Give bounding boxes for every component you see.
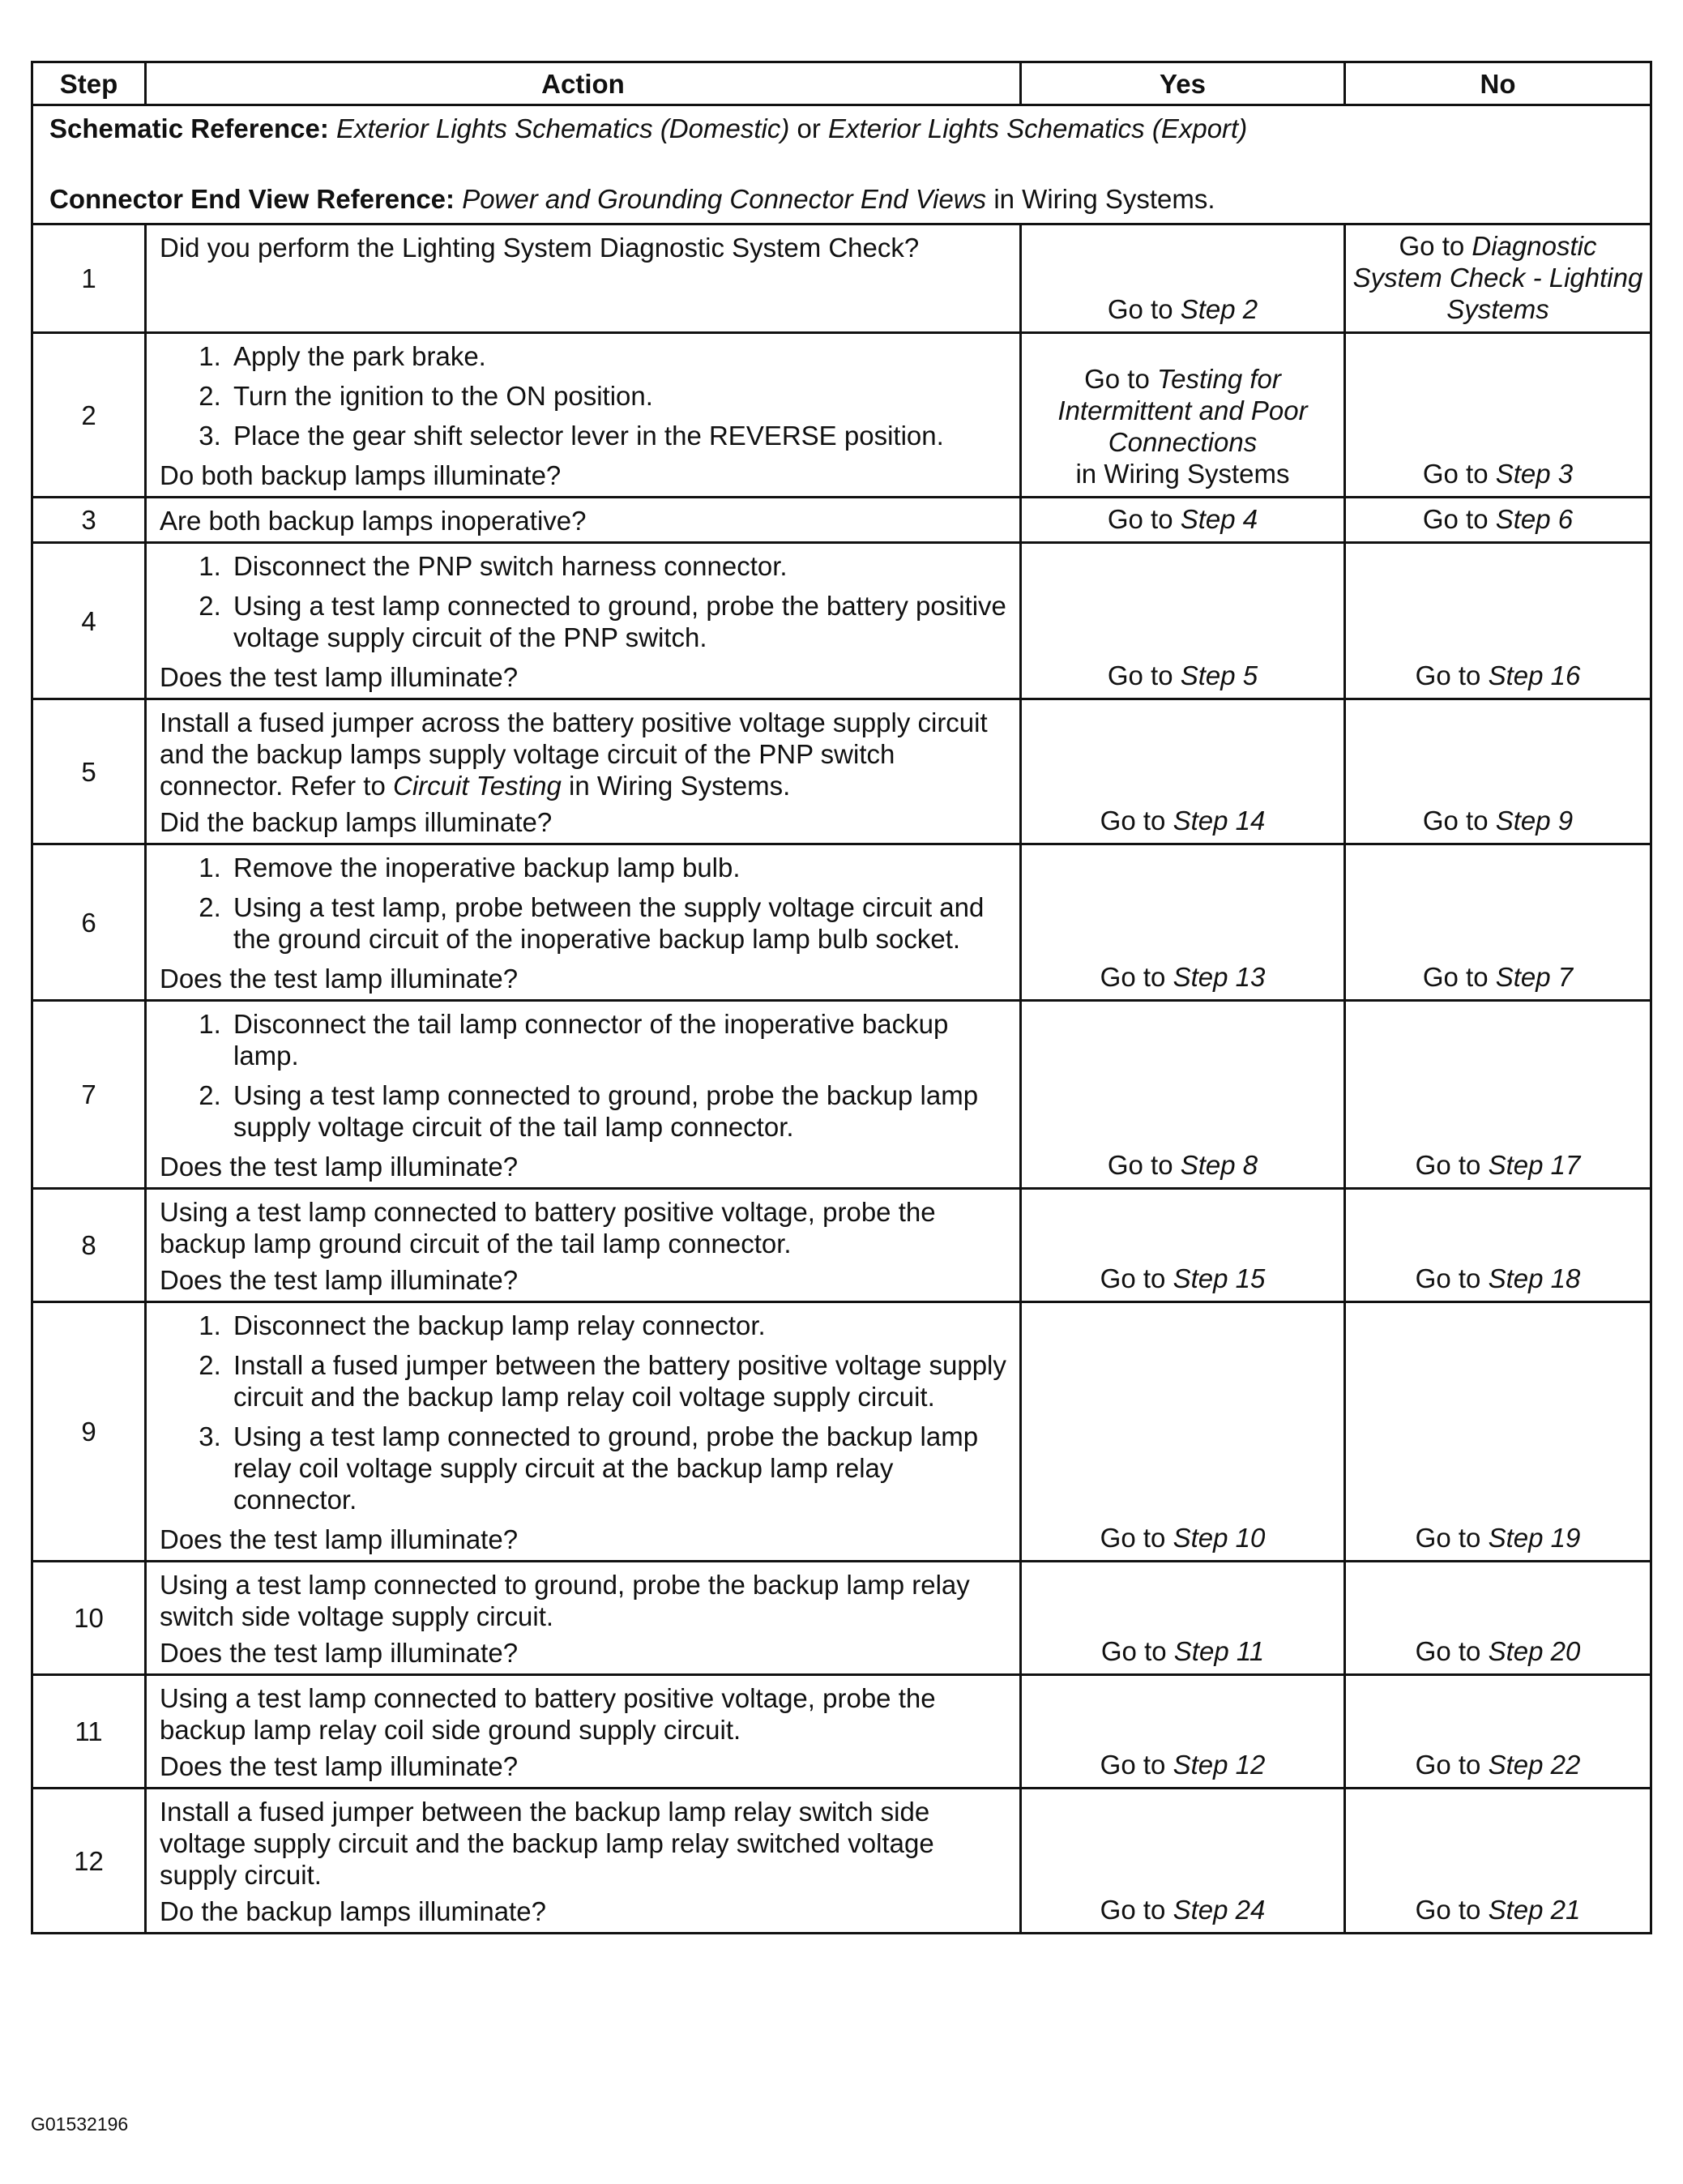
yes-cell	[1021, 543, 1345, 699]
step-row	[32, 1789, 1651, 1934]
action-question: Does the test lamp illuminate?	[160, 1152, 519, 1182]
step-number: 4	[32, 543, 146, 699]
action-step-item: 2. Using a test lamp connected to ground, probe the backup lamp supply voltage circuit of the tail lamp connector.	[229, 1079, 1006, 1143]
action-cell	[146, 543, 1021, 699]
action-cell	[146, 224, 1021, 333]
schematic-or: or	[797, 113, 821, 143]
no-step-link: Step 19	[1488, 1523, 1581, 1553]
yes-go-to: Go to	[1084, 364, 1150, 394]
step-number: 11	[32, 1675, 146, 1789]
yes-target-suffix: in Wiring Systems	[1075, 459, 1290, 489]
step-row	[32, 1562, 1651, 1675]
yes-go-to: Go to	[1100, 1263, 1166, 1293]
action-cell	[146, 498, 1021, 543]
yes-step-link: Step 2	[1180, 294, 1258, 324]
no-go-to: Go to	[1422, 962, 1489, 992]
yes-step-link: Step 14	[1173, 806, 1266, 836]
step-row	[32, 844, 1651, 1001]
step-number: 3	[32, 498, 146, 543]
action-steps-list	[160, 852, 1006, 955]
yes-go-to: Go to	[1100, 1895, 1166, 1925]
action-instruction-suffix: in Wiring Systems.	[569, 771, 791, 801]
action-cell	[146, 1302, 1021, 1562]
header-yes: Yes	[1021, 62, 1345, 105]
schematic-reference	[49, 113, 1634, 144]
step-number: 8	[32, 1189, 146, 1302]
step-number: 9	[32, 1302, 146, 1562]
action-cell	[146, 333, 1021, 498]
action-step-item: 1. Disconnect the backup lamp relay connector.	[229, 1310, 1006, 1341]
no-go-to: Go to	[1415, 1895, 1481, 1925]
no-cell	[1345, 543, 1651, 699]
yes-step-link: Step 5	[1180, 660, 1258, 690]
step-row	[32, 699, 1651, 844]
step-number: 12	[32, 1789, 146, 1934]
action-instruction-text: Install a fused jumper across the battery positive voltage supply circuit and the backup lamps supply voltage circuit of the PNP switch connector. Refer to	[160, 707, 988, 801]
no-step-link: Step 20	[1488, 1636, 1581, 1666]
action-step-item: 2. Using a test lamp, probe between the supply voltage circuit and the ground circuit of the inoperative backup lamp bulb socket.	[229, 891, 1006, 955]
action-instruction: Install a fused jumper between the backup lamp relay switch side voltage supply circuit and the backup lamp relay switched voltage supply circuit.	[160, 1797, 934, 1890]
action-instruction: Using a test lamp connected to battery positive voltage, probe the backup lamp relay coil side ground supply circuit.	[160, 1683, 936, 1745]
action-steps-list	[160, 1008, 1006, 1143]
step-row	[32, 224, 1651, 333]
step-row	[32, 1001, 1651, 1189]
no-step-link: Step 22	[1488, 1750, 1581, 1780]
action-question: Does the test lamp illuminate?	[160, 1524, 519, 1554]
yes-step-link: Step 10	[1173, 1523, 1266, 1553]
no-step-link: Step 18	[1488, 1263, 1581, 1293]
action-question: Do both backup lamps illuminate?	[160, 460, 562, 490]
no-step-link: Step 7	[1495, 962, 1574, 992]
step-number: 2	[32, 333, 146, 498]
yes-go-to: Go to	[1100, 1523, 1166, 1553]
step-number: 5	[32, 699, 146, 844]
yes-go-to: Go to	[1107, 294, 1173, 324]
no-cell	[1345, 1189, 1651, 1302]
yes-cell	[1021, 1001, 1345, 1189]
no-cell	[1345, 699, 1651, 844]
yes-go-to: Go to	[1100, 1636, 1167, 1666]
action-steps-list	[160, 550, 1006, 653]
no-cell	[1345, 1675, 1651, 1789]
yes-cell	[1021, 1562, 1345, 1675]
action-step-item: 2. Turn the ignition to the ON position.	[229, 380, 1006, 412]
action-step-item: 2. Install a fused jumper between the battery positive voltage supply circuit and the backup lamp relay coil voltage supply circuit.	[229, 1349, 1006, 1413]
yes-step-link: Step 8	[1180, 1150, 1258, 1180]
yes-step-link: Step 11	[1173, 1636, 1265, 1666]
action-step-item: 3. Place the gear shift selector lever in the REVERSE position.	[229, 420, 1006, 451]
step-number: 6	[32, 844, 146, 1001]
step-row	[32, 333, 1651, 498]
yes-cell	[1021, 1189, 1345, 1302]
yes-go-to: Go to	[1107, 1150, 1173, 1180]
header-no: No	[1345, 62, 1651, 105]
no-step-link: Step 17	[1488, 1150, 1581, 1180]
no-step-link: Step 6	[1495, 504, 1574, 534]
no-go-to: Go to	[1422, 459, 1489, 489]
no-cell	[1345, 1302, 1651, 1562]
diagnostic-table	[31, 61, 1652, 1934]
no-cell	[1345, 1562, 1651, 1675]
schematic-ref-export: Exterior Lights Schematics (Export)	[828, 113, 1248, 143]
step-row	[32, 1675, 1651, 1789]
yes-cell	[1021, 224, 1345, 333]
action-step-item: 3. Using a test lamp connected to ground, probe the backup lamp relay coil voltage supply circuit at the backup lamp relay connector.	[229, 1421, 1006, 1515]
action-cell	[146, 1675, 1021, 1789]
no-cell	[1345, 1001, 1651, 1189]
action-cell	[146, 844, 1021, 1001]
connector-ref-link: Power and Grounding Connector End Views	[462, 184, 987, 214]
no-cell	[1345, 844, 1651, 1001]
action-step-item: 2. Using a test lamp connected to ground, probe the battery positive voltage supply circuit of the PNP switch.	[229, 590, 1006, 653]
action-reference-link: Circuit Testing	[393, 771, 562, 801]
schematic-reference-label: Schematic Reference:	[49, 113, 329, 143]
step-row	[32, 1302, 1651, 1562]
step-row	[32, 1189, 1651, 1302]
yes-cell	[1021, 333, 1345, 498]
header-action: Action	[146, 62, 1021, 105]
action-step-item: 1. Apply the park brake.	[229, 340, 1006, 372]
action-cell	[146, 699, 1021, 844]
action-cell	[146, 1001, 1021, 1189]
no-target-link: Diagnostic System Check - Lighting Systems	[1352, 231, 1643, 324]
yes-go-to: Go to	[1100, 962, 1166, 992]
action-question: Did you perform the Lighting System Diagnostic System Check?	[160, 233, 920, 263]
header-step: Step	[32, 62, 146, 105]
no-go-to: Go to	[1422, 504, 1489, 534]
no-go-to: Go to	[1422, 806, 1489, 836]
action-instruction: Using a test lamp connected to ground, probe the backup lamp relay switch side voltage supply circuit.	[160, 1570, 970, 1631]
no-step-link: Step 16	[1488, 660, 1581, 690]
action-step-item: 1. Disconnect the PNP switch harness connector.	[229, 550, 1006, 582]
no-go-to: Go to	[1415, 1636, 1481, 1666]
no-cell	[1345, 498, 1651, 543]
action-cell	[146, 1189, 1021, 1302]
action-step-item: 1. Disconnect the tail lamp connector of the inoperative backup lamp.	[229, 1008, 1006, 1071]
no-cell	[1345, 333, 1651, 498]
no-go-to: Go to	[1415, 1150, 1481, 1180]
no-go-to: Go to	[1415, 1750, 1481, 1780]
figure-code: G01532196	[31, 2113, 129, 2135]
step-row	[32, 498, 1651, 543]
action-question: Did the backup lamps illuminate?	[160, 807, 553, 837]
no-step-link: Step 9	[1495, 806, 1574, 836]
no-step-link: Step 21	[1488, 1895, 1581, 1925]
no-cell	[1345, 224, 1651, 333]
action-question: Does the test lamp illuminate?	[160, 1265, 519, 1295]
yes-go-to: Go to	[1100, 806, 1166, 836]
connector-ref-suffix: in Wiring Systems.	[993, 184, 1215, 214]
no-step-link: Step 3	[1495, 459, 1574, 489]
no-go-to: Go to	[1415, 1523, 1481, 1553]
no-go-to: Go to	[1415, 660, 1481, 690]
action-instruction: Using a test lamp connected to battery positive voltage, probe the backup lamp ground circuit of the tail lamp connector.	[160, 1197, 936, 1259]
yes-step-link: Step 13	[1173, 962, 1266, 992]
action-question: Does the test lamp illuminate?	[160, 964, 519, 994]
reference-cell	[32, 105, 1651, 224]
yes-go-to: Go to	[1107, 660, 1173, 690]
action-question: Are both backup lamps inoperative?	[160, 506, 587, 536]
reference-row	[32, 105, 1651, 224]
header-row	[32, 62, 1651, 105]
yes-cell	[1021, 1302, 1345, 1562]
step-number: 1	[32, 224, 146, 333]
action-step-item: 1. Remove the inoperative backup lamp bulb.	[229, 852, 1006, 883]
yes-cell	[1021, 1789, 1345, 1934]
action-steps-list	[160, 1310, 1006, 1515]
schematic-ref-domestic: Exterior Lights Schematics (Domestic)	[336, 113, 790, 143]
yes-cell	[1021, 844, 1345, 1001]
yes-step-link: Step 24	[1173, 1895, 1266, 1925]
yes-step-link: Step 15	[1173, 1263, 1266, 1293]
yes-cell	[1021, 498, 1345, 543]
connector-reference-label: Connector End View Reference:	[49, 184, 455, 214]
step-number: 10	[32, 1562, 146, 1675]
action-instruction	[160, 707, 1006, 801]
no-cell	[1345, 1789, 1651, 1934]
yes-target-link: Testing for Intermittent and Poor Connections	[1057, 364, 1308, 457]
step-number: 7	[32, 1001, 146, 1189]
yes-cell	[1021, 699, 1345, 844]
action-cell	[146, 1789, 1021, 1934]
action-steps-list	[160, 340, 1006, 451]
no-go-to: Go to	[1415, 1263, 1481, 1293]
yes-step-link: Step 4	[1180, 504, 1258, 534]
step-row	[32, 543, 1651, 699]
action-question: Does the test lamp illuminate?	[160, 662, 519, 692]
action-question: Does the test lamp illuminate?	[160, 1638, 519, 1668]
action-cell	[146, 1562, 1021, 1675]
connector-reference	[49, 183, 1634, 215]
yes-step-link: Step 12	[1173, 1750, 1266, 1780]
yes-go-to: Go to	[1100, 1750, 1166, 1780]
action-question: Does the test lamp illuminate?	[160, 1751, 519, 1781]
no-go-to: Go to	[1399, 231, 1465, 261]
action-question: Do the backup lamps illuminate?	[160, 1896, 546, 1926]
yes-cell	[1021, 1675, 1345, 1789]
yes-go-to: Go to	[1107, 504, 1173, 534]
